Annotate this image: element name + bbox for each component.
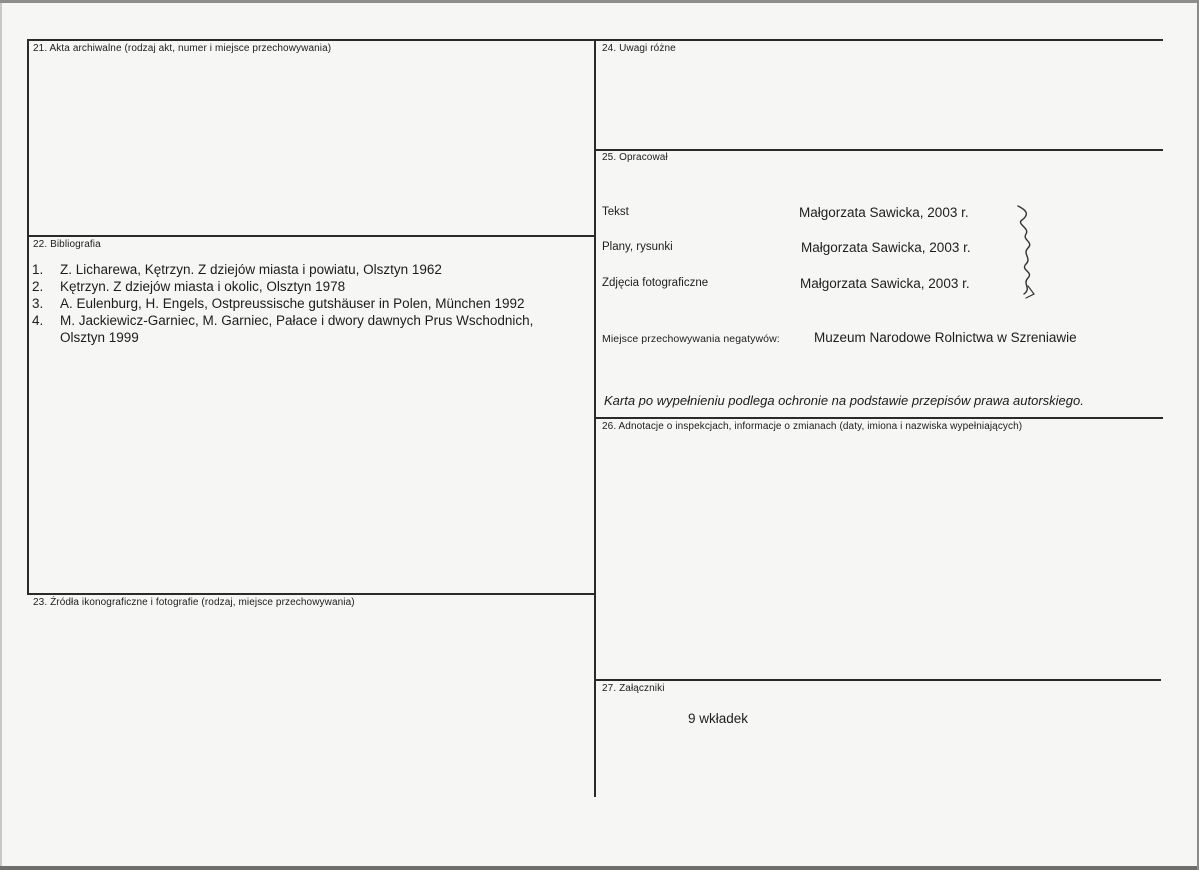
section-23-label: 23. Źródła ikonograficzne i fotografie (rodzaj, miejsce przechowywania) (33, 597, 355, 608)
rule-27-top (595, 679, 1161, 681)
author-row-plans-label: Plany, rysunki (602, 241, 673, 253)
bibliography-item-text: A. Eulenburg, H. Engels, Ostpreussische gutshäuser in Polen, München 1992 (60, 296, 525, 311)
rule-25-top (595, 149, 1163, 151)
section-27-label: 27. Załączniki (602, 683, 665, 694)
section-26-label: 26. Adnotacje o inspekcjach, informacje o zmianach (daty, imiona i nazwiska wypełniających) (602, 421, 1023, 432)
bibliography-list (32, 261, 533, 346)
negatives-storage-label: Miejsce przechowywania negatywów: (602, 333, 780, 345)
attachments-value: 9 wkładek (688, 711, 749, 726)
bibliography-item (32, 312, 533, 346)
rule-center (594, 39, 596, 797)
bibliography-item-text: Kętrzyn. Z dziejów miasta i okolic, Olsztyn 1978 (60, 279, 346, 294)
top-edge (0, 0, 1199, 3)
bibliography-item-number: 1. (32, 262, 44, 277)
bibliography-item (32, 295, 533, 312)
section-22-label: 22. Bibliografia (33, 239, 101, 250)
bibliography-item-text: Z. Licharewa, Kętrzyn. Z dziejów miasta i powiatu, Olsztyn 1962 (60, 262, 442, 277)
author-row-plans-value: Małgorzata Sawicka, 2003 r. (801, 240, 971, 255)
copyright-note: Karta po wypełnieniu podlega ochronie na podstawie przepisów prawa autorskiego. (604, 393, 1084, 408)
bibliography-item-number: 2. (32, 279, 44, 294)
negatives-storage-value: Muzeum Narodowe Rolnictwa w Szreniawie (814, 330, 1077, 345)
author-row-text-label: Tekst (602, 206, 629, 218)
author-row-photos-label: Zdjęcia fotograficzne (602, 277, 709, 289)
bibliography-item-number: 4. (32, 313, 44, 328)
bottom-edge (0, 866, 1199, 870)
rule-left (27, 39, 29, 594)
author-row-text-value: Małgorzata Sawicka, 2003 r. (799, 205, 969, 220)
rule-21-top (27, 39, 595, 41)
bibliography-item (32, 278, 533, 295)
author-row-photos-value: Małgorzata Sawicka, 2003 r. (800, 276, 970, 291)
section-21-label: 21. Akta archiwalne (rodzaj akt, numer i miejsce przechowywania) (33, 43, 332, 54)
bibliography-item-text: M. Jackiewicz-Garniec, M. Garniec, Pałace i dwory dawnych Prus Wschodnich, (60, 313, 534, 328)
rule-24-top (595, 39, 1163, 41)
section-24-label: 24. Uwagi różne (602, 43, 676, 54)
bibliography-item (32, 261, 533, 278)
section-25-label: 25. Opracował (602, 152, 668, 163)
bibliography-item-number: 3. (32, 296, 44, 311)
bibliography-item-text-continued: Olsztyn 1999 (60, 330, 139, 345)
rule-22-top (27, 235, 595, 237)
rule-23-top (27, 593, 595, 595)
rule-26-top (595, 417, 1163, 419)
handwritten-signature-icon (1008, 202, 1044, 302)
